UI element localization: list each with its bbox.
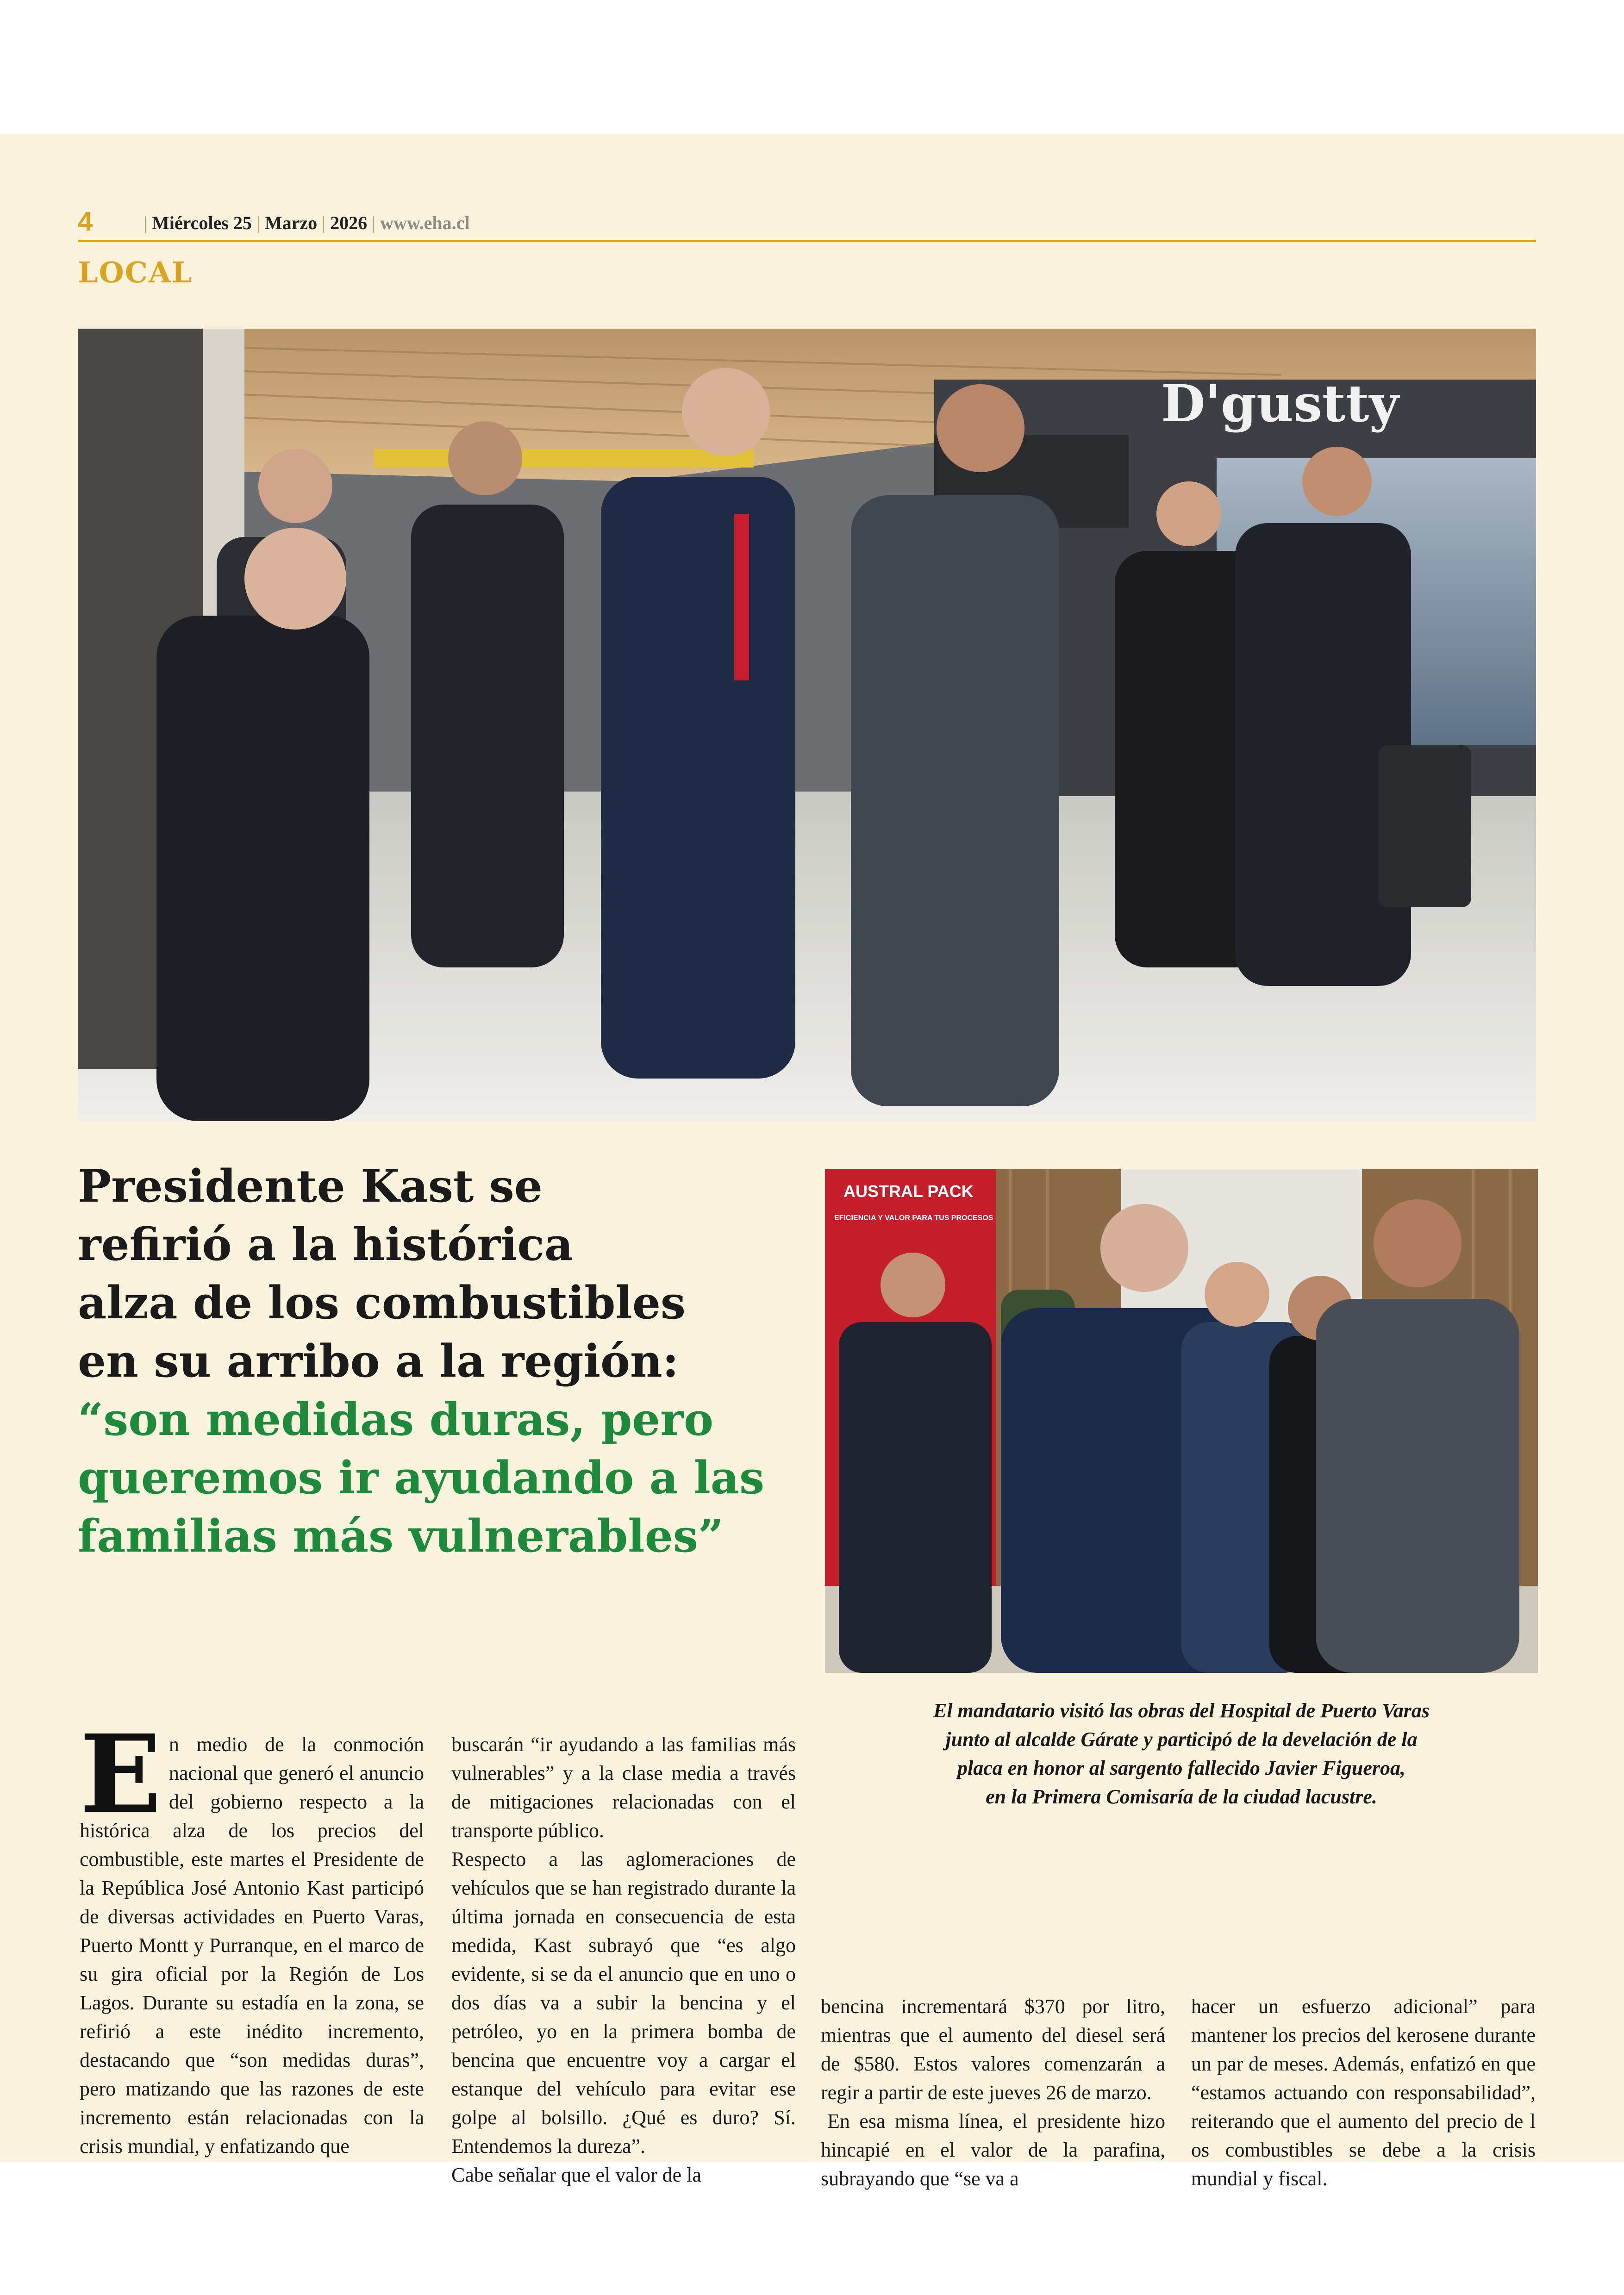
column-text: n medio de la conmoción nacional que generó el anuncio del gobierno respecto a la histórica alza de los precios del combustible, este martes el Presidente de la República José Antonio Kast participó de diversas actividades en Puerto Varas, Puerto Montt y Purranque, en el marco de su gira oficial por la Región de Los Lagos. Durante su estadía en la zona, se refirió a este inédito incremento, destacando que “son medidas duras”, pero matizando que las razones de este incremento están relacionadas con la crisis mundial, y enfatizando que: [80, 1733, 424, 2158]
article-column-4: [1191, 1992, 1536, 2193]
caption-line: El mandatario visitó las obras del Hospital de Puerto Varas: [933, 1699, 1430, 1722]
main-photo: [78, 329, 1536, 1121]
caption-line: junto al alcalde Gárate y participó de la develación de la: [945, 1728, 1418, 1751]
drop-cap: E: [80, 1711, 162, 1837]
date-year: 2026: [330, 212, 368, 233]
date-day: Miércoles 25: [152, 212, 252, 233]
caption-line: placa en honor al sargento fallecido Javier Figueroa,: [957, 1757, 1405, 1779]
section-title: LOCAL: [78, 256, 193, 289]
paragraph: Respecto a las aglomeraciones de vehículos que se han registrado durante la última jornada en consecuencia de esta medida, Kast subrayó que “es algo evidente, si se da el anuncio que en uno o dos días va a subir la bencina y el petróleo, yo en la primera bomba de bencina que encuentre voy a cargar el estanque del vehículo para evitar ese golpe al bolsillo. ¿Qué es duro? Sí. Entendemos la dureza”.: [451, 1848, 796, 2158]
headline-quote-line: queremos ir ayudando a las: [78, 1452, 765, 1504]
headline-line: en su arribo a la región:: [78, 1335, 679, 1387]
paragraph: En esa misma línea, el presidente hizo hincapié en el valor de la parafina, subrayando que “se va a: [821, 2110, 1165, 2190]
paragraph: hacer un esfuerzo adicional” para mantener los precios del kerosene durante un par de meses. Además, enfatizó en que “estamos actuando con responsabilidad”, reiterando que el aumento del precio de l os combustibles se debe a la crisis mundial y fiscal.: [1191, 1995, 1536, 2190]
article-column-3: [821, 1992, 1165, 2193]
newspaper-page: [0, 134, 1624, 2190]
side-photo: [825, 1169, 1538, 1673]
website-link[interactable]: www.eha.cl: [380, 212, 470, 233]
photo-caption: [825, 1696, 1538, 1811]
paragraph: Cabe señalar que el valor de la: [451, 2164, 701, 2186]
header-rule: [78, 240, 1536, 242]
article-column-2: [451, 1730, 796, 2189]
dateline: | Miércoles 25 | Marzo | 2026 | www.eha.cl: [144, 212, 470, 233]
headline-line: alza de los combustibles: [78, 1277, 686, 1329]
banner-brand: AUSTRAL PACK: [843, 1182, 974, 1201]
article-column-1: [80, 1711, 424, 2161]
paragraph: bencina incrementará $370 por litro, mientras que el aumento del diesel será de $580. Estos valores comenzarán a regir a partir de este jueves 26 de marzo.: [821, 1995, 1165, 2104]
store-sign: D'gustty: [1161, 374, 1399, 433]
page-number: 4: [78, 206, 93, 237]
banner-tagline: EFICIENCIA Y VALOR PARA TUS PROCESOS: [834, 1214, 993, 1222]
paragraph: buscarán “ir ayudando a las familias más vulnerables” y a la clase media a través de mitigaciones relacionadas con el transporte público.: [451, 1733, 796, 1842]
caption-line: en la Primera Comisaría de la ciudad lacustre.: [986, 1785, 1377, 1808]
headline-quote-line: familias más vulnerables”: [78, 1510, 724, 1562]
headline-quote-line: “son medidas duras, pero: [78, 1393, 713, 1446]
headline-line: refirió a la histórica: [78, 1218, 574, 1271]
headline-line: Presidente Kast se: [78, 1160, 543, 1212]
article-headline: [78, 1157, 800, 1565]
date-month: Marzo: [264, 212, 318, 233]
